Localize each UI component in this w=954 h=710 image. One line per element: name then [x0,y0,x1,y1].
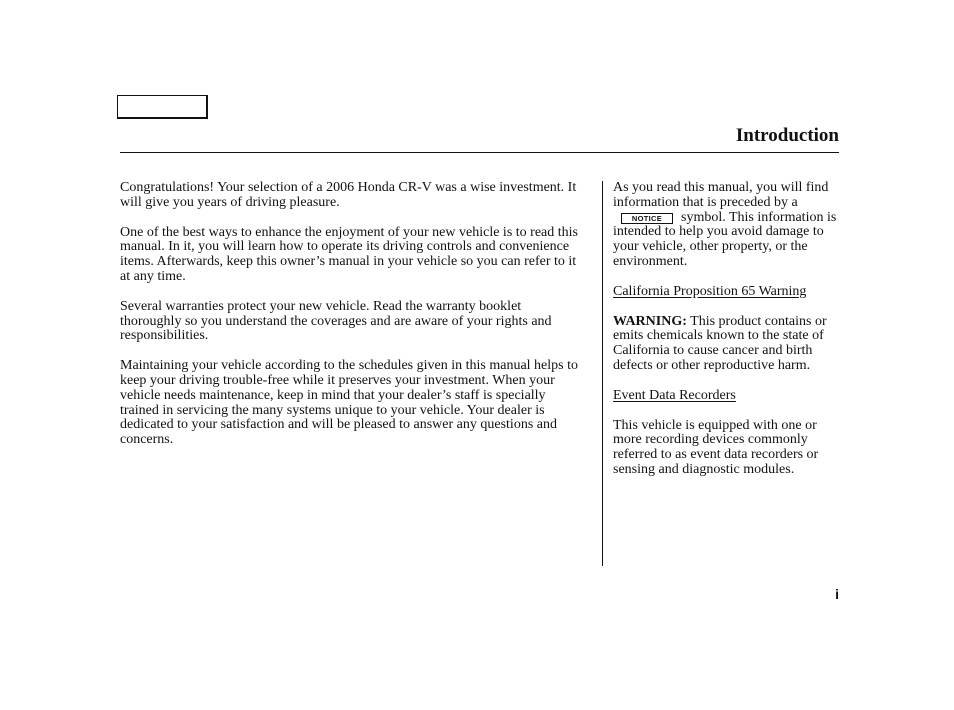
paragraph-warranties: Several warranties protect your new vehicle. Read the warranty booklet thoroughly so you understand the coverages and are aware of your rights and responsibilities. [120,298,552,344]
notice-intro-after: symbol. This information is intended to help you avoid damage to your vehicle, other property, or the environment. [613,209,837,269]
warning-label: WARNING: [613,313,687,329]
paragraph-read-manual: One of the best ways to enhance the enjoyment of your new vehicle is to read this manual. In it, you will learn how to operate its driving controls and convenience items. Afterwards, keep this owner’s manual in your vehicle so you can refer to it at any time. [120,224,578,284]
paragraph-notice-intro [613,181,838,270]
paragraph-prop65-warning [613,315,838,374]
notice-symbol-icon: NOTICE [621,213,673,224]
header-rule [120,152,839,153]
warning-text: This product contains or emits chemicals known to the state of California to cause cancer and birth defects or other reproductive harm. [613,313,827,373]
edr-link-paragraph [613,389,838,404]
paragraph-event-data-recorders: This vehicle is equipped with one or more recording devices commonly referred to as event data recorders or sensing and diagnostic modules. [613,417,819,477]
paragraph-maintenance: Maintaining your vehicle according to the schedules given in this manual helps to keep your driving trouble-free while it preserves your investment. When your vehicle needs maintenance, keep in mind that your dealer’s staff is specially trained in servicing the many systems unique to your vehicle. Your dealer is dedicated to your satisfaction and will be pleased to answer any questions and concerns. [120,358,579,448]
main-menu-button[interactable] [117,95,208,119]
notice-intro-before: As you read this manual, you will find information that is preceded by a [613,180,829,210]
page-number: i [835,586,839,602]
left-column [120,181,585,463]
page-title: Introduction [735,125,839,146]
right-column [613,181,838,493]
paragraph-congratulations: Congratulations! Your selection of a 2006 Honda CR-V was a wise investment. It will give you years of driving pleasure. [120,180,577,210]
prop65-link-paragraph [613,285,838,300]
prop65-link[interactable]: California Proposition 65 Warning [613,283,807,299]
column-divider [602,181,603,566]
event-data-recorders-link[interactable]: Event Data Recorders [613,387,736,403]
